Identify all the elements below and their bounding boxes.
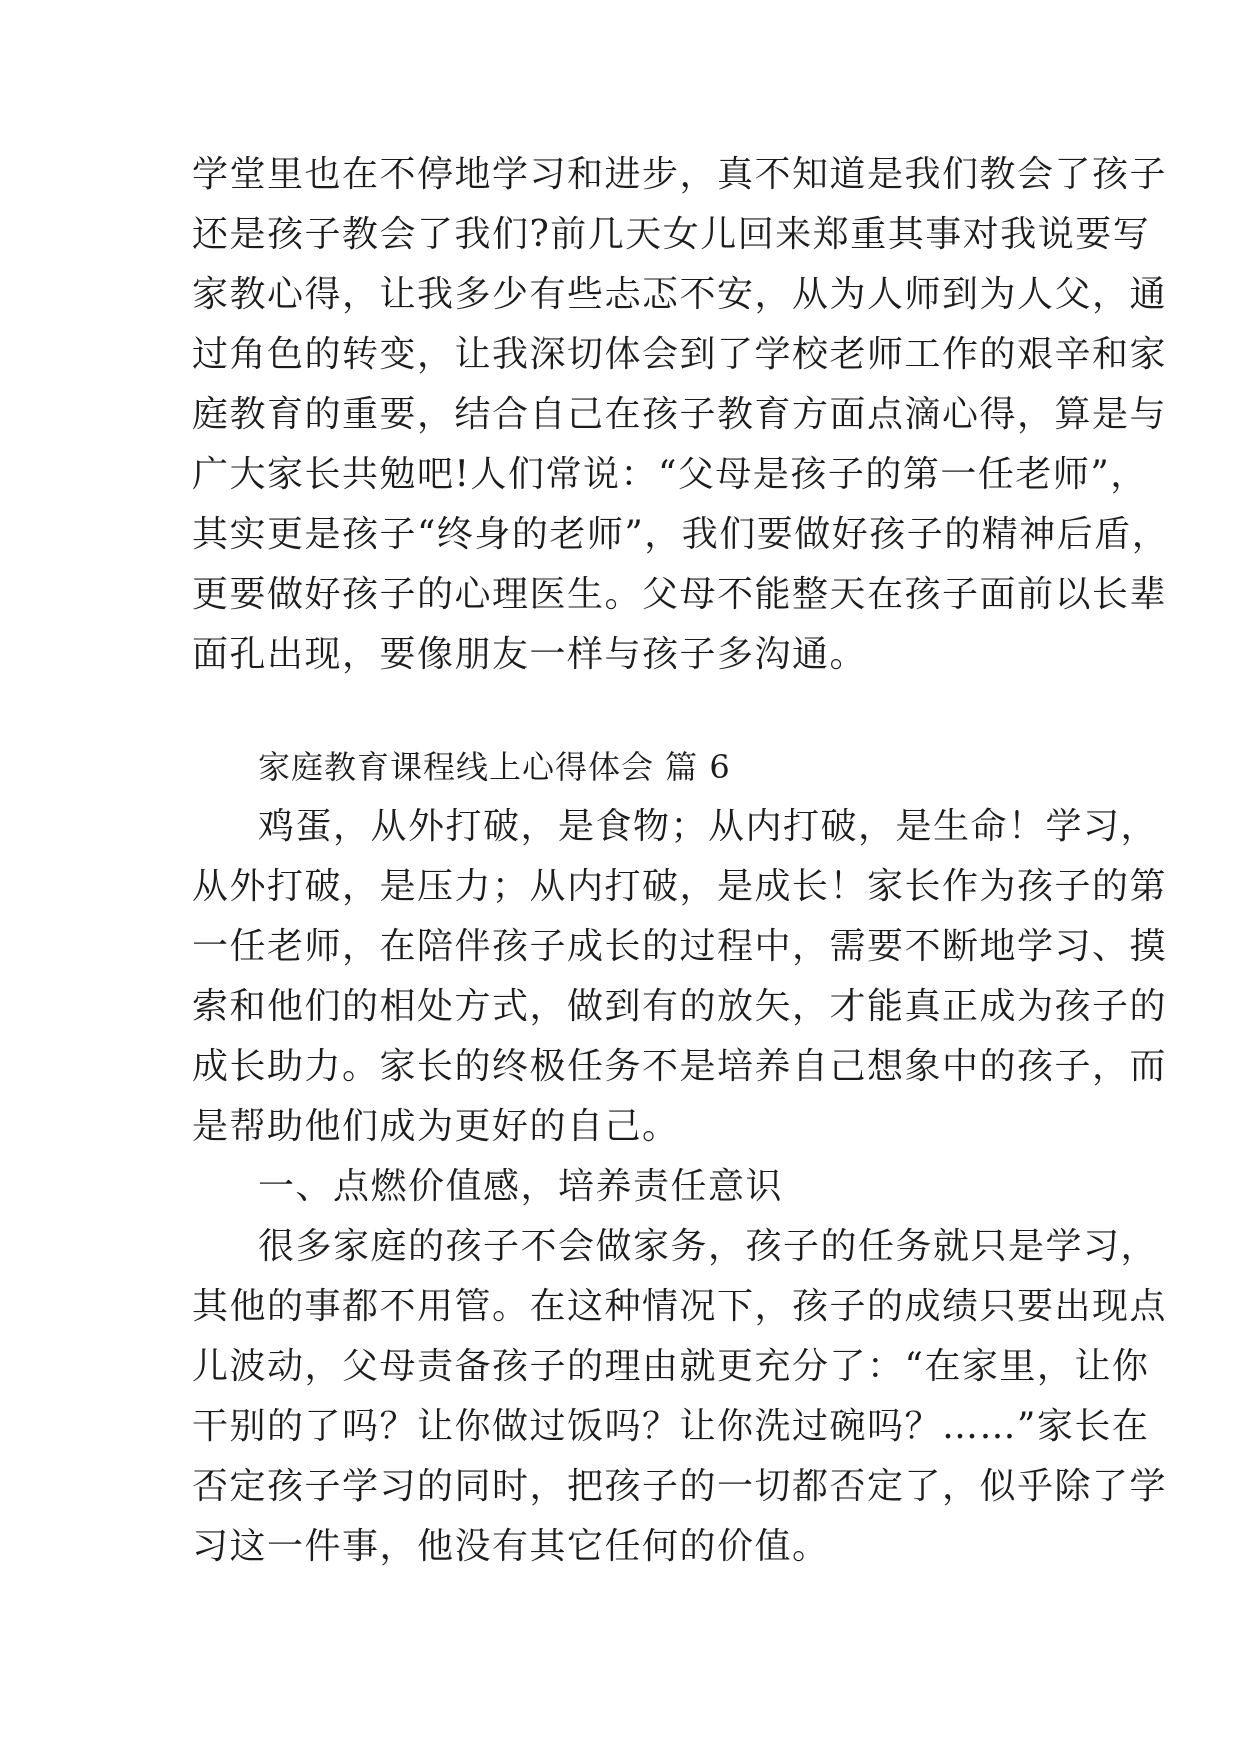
- paragraph-line: 庭教育的重要，结合自己在孩子教育方面点滴心得，算是与: [192, 394, 1168, 435]
- paragraph-line: 鸡蛋，从外打破，是食物；从内打破，是生命！学习，: [258, 806, 1159, 847]
- paragraph-line: 其他的事都不用管。在这种情况下，孩子的成绩只要出现点: [192, 1286, 1168, 1327]
- paragraph-line: 成长助力。家长的终极任务不是培养自己想象中的孩子，而: [192, 1046, 1168, 1087]
- paragraph-line: 索和他们的相处方式，做到有的放矢，才能真正成为孩子的: [192, 986, 1168, 1027]
- paragraph-line: 干别的了吗？让你做过饭吗？让你洗过碗吗？……”家长在: [192, 1406, 1150, 1447]
- paragraph-line: 儿波动，父母责备孩子的理由就更充分了：“在家里，让你: [192, 1346, 1150, 1387]
- paragraph-line: 家教心得，让我多少有些忐忑不安，从为人师到为人父，通: [192, 274, 1168, 315]
- paragraph-line: 学堂里也在不停地学习和进步，真不知道是我们教会了孩子: [192, 154, 1168, 195]
- paragraph-line: 一任老师，在陪伴孩子成长的过程中，需要不断地学习、摸: [192, 926, 1168, 967]
- paragraph-line: 广大家长共勉吧!人们常说：“父母是孩子的第一任老师”，: [192, 454, 1148, 495]
- paragraph-line: 面孔出现，要像朋友一样与孩子多沟通。: [192, 634, 868, 675]
- section-title: 家庭教育课程线上心得体会 篇 6: [258, 748, 731, 786]
- paragraph-line: 过角色的转变，让我深切体会到了学校老师工作的艰辛和家: [192, 334, 1168, 375]
- subheading: 一、点燃价值感，培养责任意识: [258, 1166, 784, 1207]
- paragraph-line: 还是孩子教会了我们?前几天女儿回来郑重其事对我说要写: [192, 214, 1151, 255]
- paragraph-line: 很多家庭的孩子不会做家务，孩子的任务就只是学习，: [258, 1226, 1159, 1267]
- paragraph-line: 习这一件事，他没有其它任何的价值。: [192, 1526, 830, 1567]
- paragraph-line: 其实更是孩子“终身的老师”，我们要做好孩子的精神后盾，: [192, 514, 1170, 555]
- paragraph-line: 从外打破，是压力；从内打破，是成长！家长作为孩子的第: [192, 866, 1168, 907]
- paragraph-line: 更要做好孩子的心理医生。父母不能整天在孩子面前以长辈: [192, 574, 1168, 615]
- paragraph-line: 否定孩子学习的同时，把孩子的一切都否定了，似乎除了学: [192, 1466, 1168, 1507]
- paragraph-line: 是帮助他们成为更好的自己。: [192, 1106, 680, 1147]
